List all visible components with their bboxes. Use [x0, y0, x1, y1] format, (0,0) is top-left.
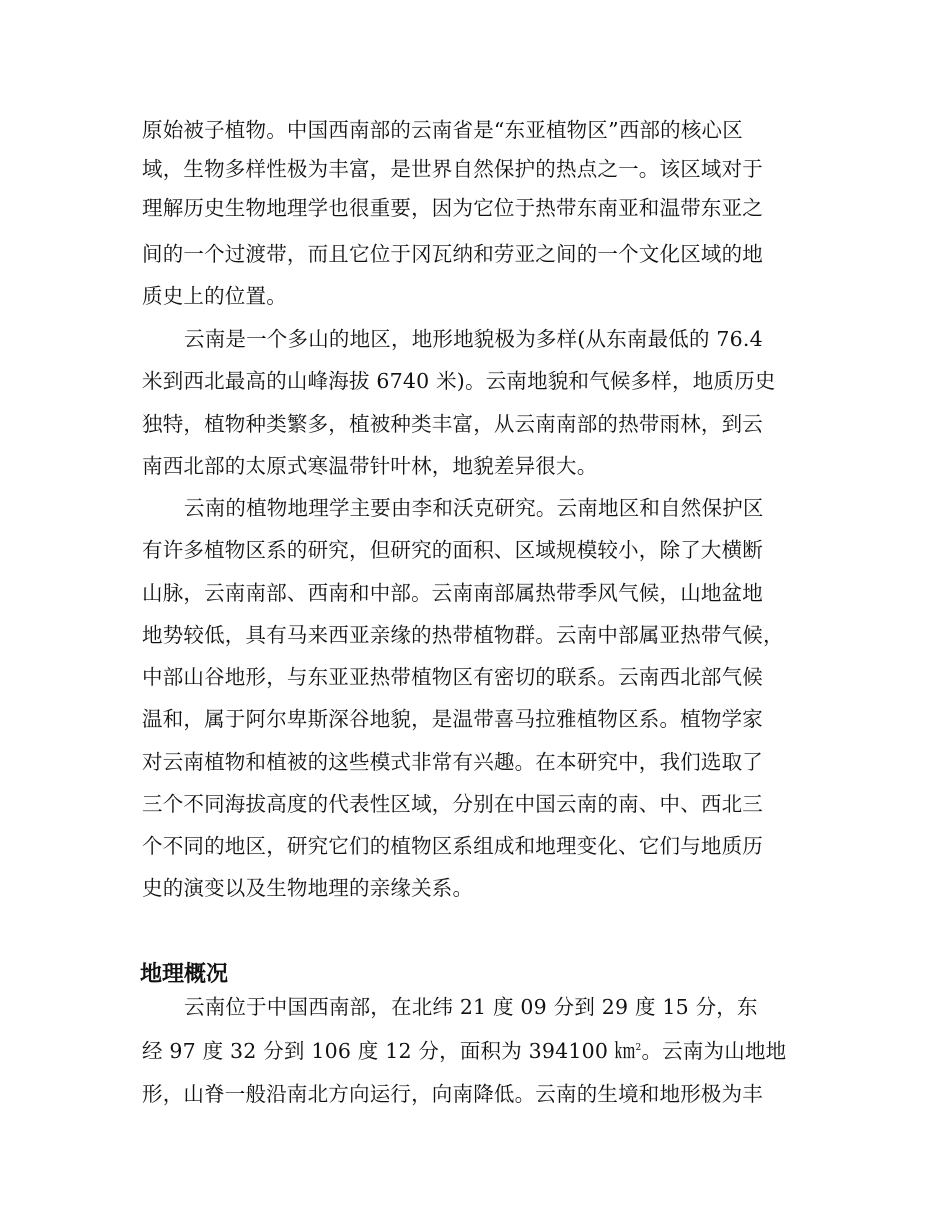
paragraph-line: 独特，植物种类繁多，植被种类丰富，从云南南部的热带雨林，到云 [142, 412, 763, 436]
paragraph-text: 。云南为山地地 [641, 1039, 787, 1063]
paragraph-text: 经 97 度 32 分到 106 度 12 分，面积为 394100 ㎞ [142, 1039, 636, 1063]
paragraph-line: 云南位于中国西南部，在北纬 21 度 09 分到 29 度 15 分，东 [184, 995, 758, 1019]
paragraph-line: 对云南植物和植被的这些模式非常有兴趣。在本研究中，我们选取了 [142, 750, 763, 774]
paragraph-line: 云南的植物地理学主要由李和沃克研究。云南地区和自然保护区 [184, 496, 764, 520]
paragraph-line [142, 1039, 786, 1063]
paragraph-line: 形，山脊一般沿南北方向运行，向南降低。云南的生境和地形极为丰 [142, 1082, 763, 1106]
paragraph-line: 理解历史生物地理学也很重要，因为它位于热带东南亚和温带东亚之 [142, 196, 763, 220]
paragraph-line: 域，生物多样性极为丰富，是世界自然保护的热点之一。该区域对于 [142, 157, 763, 181]
paragraph-line: 有许多植物区系的研究，但研究的面积、区域规模较小，除了大横断 [142, 538, 763, 562]
paragraph-line: 中部山谷地形，与东亚亚热带植物区有密切的联系。云南西北部气候 [142, 665, 763, 689]
paragraph-line: 质史上的位置。 [142, 284, 287, 308]
paragraph-line: 三个不同海拔高度的代表性区域，分别在中国云南的南、中、西北三 [142, 792, 763, 816]
paragraph-line: 南西北部的太原式寒温带针叶林，地貌差异很大。 [142, 454, 598, 478]
paragraph-line: 温和，属于阿尔卑斯深谷地貌，是温带喜马拉雅植物区系。植物学家 [142, 707, 763, 731]
paragraph-line: 山脉，云南南部、西南和中部。云南南部属热带季风气候，山地盆地 [142, 581, 763, 605]
section-heading: 地理概况 [140, 962, 229, 987]
paragraph-line: 史的演变以及生物地理的亲缘关系。 [142, 876, 474, 900]
paragraph-line: 地势较低，具有马来西亚亲缘的热带植物群。云南中部属亚热带气候， [142, 623, 784, 647]
paragraph-line: 原始被子植物。中国西南部的云南省是“东亚植物区”西部的核心区 [142, 118, 743, 142]
paragraph-line: 云南是一个多山的地区，地形地貌极为多样(从东南最低的 76.4 [184, 327, 763, 351]
paragraph-line: 间的一个过渡带，而且它位于冈瓦纳和劳亚之间的一个文化区域的地 [142, 242, 763, 266]
area-superscript: 2 [635, 1043, 642, 1054]
paragraph-line: 个不同的地区，研究它们的植物区系组成和地理变化、它们与地质历 [142, 834, 763, 858]
paragraph-line: 米到西北最高的山峰海拔 6740 米)。云南地貌和气候多样，地质历史 [142, 369, 776, 393]
